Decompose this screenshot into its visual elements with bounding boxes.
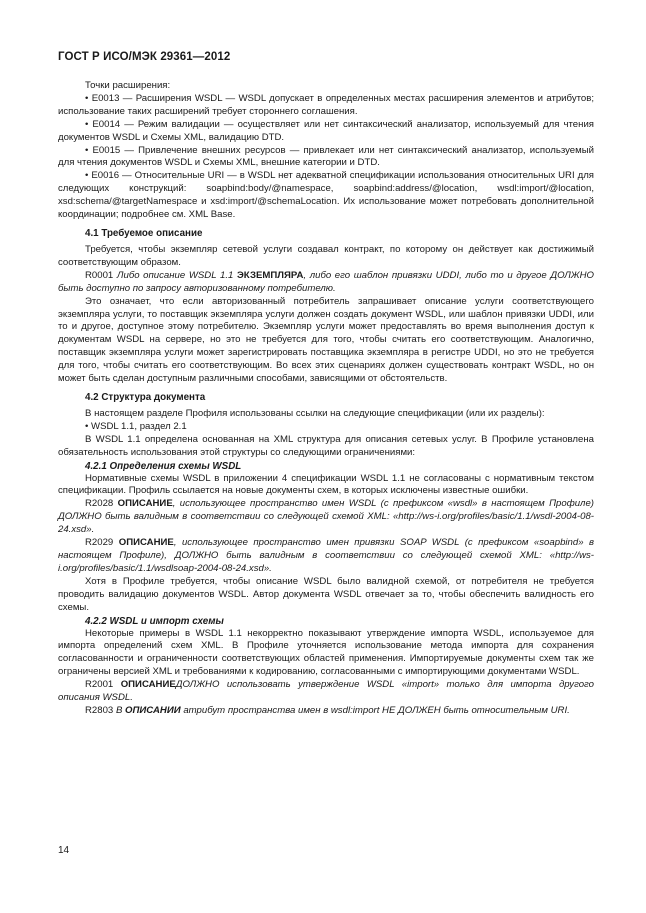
- requirement-id: R2029: [85, 537, 114, 549]
- requirement-id: R2028: [85, 498, 114, 510]
- page-number: 14: [58, 845, 70, 856]
- requirement-id: R2001: [85, 679, 114, 691]
- requirement-id: R2803: [85, 704, 114, 716]
- requirement-text: ДОЛЖНО использовать утверждение WSDL «import» только для импорта другого описания WSDL.: [58, 679, 594, 704]
- requirement-text: , либо его шаблон привязки UDDI, либо то и другое ДОЛЖНО быть доступно по запросу авторизованному потребителю.: [58, 269, 594, 294]
- requirement-r2803: [58, 705, 594, 718]
- requirement-r2001: [58, 679, 594, 705]
- requirement-text: , использующее пространство имен WSDL (с префиксом «wsdl» в настоящем Профиле) ДОЛЖНО быть валидным в соответствии со следующей схемой XML: «http://ws-i.org/profiles/basic/1.1/wsdl-2004-08-24.xsd».: [58, 498, 594, 536]
- list-item: • E0015 — Привлечение внешних ресурсов — привлекает или нет синтаксический анализатор, используемый для чтения документов WSDL и Схемы XML, внешние категории и DTD.: [58, 144, 594, 169]
- requirement-keyword: ОПИСАНИЕ: [120, 679, 176, 691]
- section-heading: 4.1 Требуемое описание: [85, 227, 203, 239]
- document-header: ГОСТ Р ИСО/МЭК 29361—2012: [58, 51, 231, 63]
- subsection-heading: 4.2.1 Определения схемы WSDL: [85, 460, 242, 472]
- list-item: • E0014 — Режим валидации — осуществляет или нет синтаксический анализатор, используемый для чтения документов WSDL и Схемы XML, валидацию DTD.: [58, 118, 594, 143]
- requirement-keyword: ОПИСАНИЕ: [117, 498, 173, 510]
- subsection-heading: 4.2.2 WSDL и импорт схемы: [85, 615, 224, 627]
- requirement-text: , использующее пространство имен привязки SOAP WSDL (с префиксом «soapbind» в настоящем Профиле), ДОЛЖНО быть валидным в соответствии со следующей схемой XML: «http://ws-i.org/profiles/basic/1.1/wsdlsoap-2004-08-24.xsd».: [58, 537, 594, 574]
- section-heading: 4.2 Структура документа: [85, 391, 206, 403]
- requirement-keyword: ОПИСАНИЕ: [118, 537, 174, 549]
- requirement-keyword: ОПИСАНИИ: [125, 704, 181, 716]
- paragraph: В WSDL 1.1 определена основанная на XML структура для описания сетевых услуг. В Профиле установлена обязательность использования этой структуры со следующими ограничениями:: [58, 433, 594, 458]
- requirement-r2028: [58, 498, 594, 537]
- list-item: • E0016 — Относительные URI — в WSDL нет адекватной спецификации использования относительных URI для следующих конструкций: soapbind:body/@namespace, soapbind:address/@location, wsdl:import/@location, xsd:schema/@targetNamespace и xsd:import/@schemaLocation. Их использование может потребовать дополнительной координации; подробнее см. XML Base.: [58, 170, 594, 221]
- requirement-r2029: [58, 537, 594, 576]
- paragraph: В настоящем разделе Профиля использованы ссылки на следующие спецификации (или их разделы):: [85, 407, 545, 419]
- paragraph: Требуется, чтобы экземпляр сетевой услуги создавал контракт, по которому он действует как достижимый соответствующим образом.: [58, 243, 594, 268]
- requirement-text: В: [115, 704, 123, 716]
- requirement-text: атрибут пространства имен в wsdl:import НЕ ДОЛЖЕН быть относительным URI.: [183, 704, 570, 716]
- paragraph: Некоторые примеры в WSDL 1.1 некорректно показывают утверждение импорта WSDL, используемое для импорта определений схем XML. В Профиле уточняется использование метода импорта для сохранения согласованности и ограниченности соответствующих областей применения. Импортируемые документы схем так же ограничены версией XML и требованиями к кодированию, согласованными с импортирующими документами WSDL.: [58, 627, 594, 678]
- document-body: [58, 80, 594, 718]
- list-item: • E0013 — Расширения WSDL — WSDL допускает в определенных местах расширения элементов и атрибутов; использование таких расширений требует стороннего соглашения.: [58, 92, 594, 117]
- requirement-text: Либо описание WSDL 1.1: [116, 269, 234, 281]
- list-item: • WSDL 1.1, раздел 2.1: [85, 420, 187, 432]
- paragraph: Точки расширения:: [85, 80, 171, 91]
- paragraph: Нормативные схемы WSDL в приложении 4 спецификации WSDL 1.1 не согласованы с нормативным текстом спецификации. Профиль ссылается на новые документы схем, в которых исключены известные ошибки.: [58, 472, 594, 497]
- requirement-r0001: [58, 270, 594, 296]
- requirement-keyword: ЭКЗЕМПЛЯРА: [236, 269, 304, 281]
- paragraph: Хотя в Профиле требуется, чтобы описание WSDL было валидной схемой, от потребителя не требуется проводить валидацию документов WSDL. Автор документа WSDL отвечает за то, чтобы обеспечить валидность его схемы.: [58, 575, 594, 613]
- requirement-id: R0001: [85, 269, 114, 281]
- paragraph: Это означает, что если авторизованный потребитель запрашивает описание услуги соответствующего экземпляра услуги, то поставщик экземпляра услуги должен создать документ WSDL, или шаблон привязки UDDI, или то и другое, доступное этому потребителю. Экземпляр услуги может предоставлять во время выполнения доступ к документам WSDL на сервере, но это не требуется для того, чтобы считать его соответствующим. Аналогично, поставщик экземпляра услуги может зарегистрировать поставщика экземпляра в регистре UDDI, но это не требуется для того, чтобы считать его соответствующим. Во всех этих сценариях должен существовать контракт WSDL, но он может быть сделан доступным различными способами, зависящими от обстоятельств.: [58, 295, 594, 385]
